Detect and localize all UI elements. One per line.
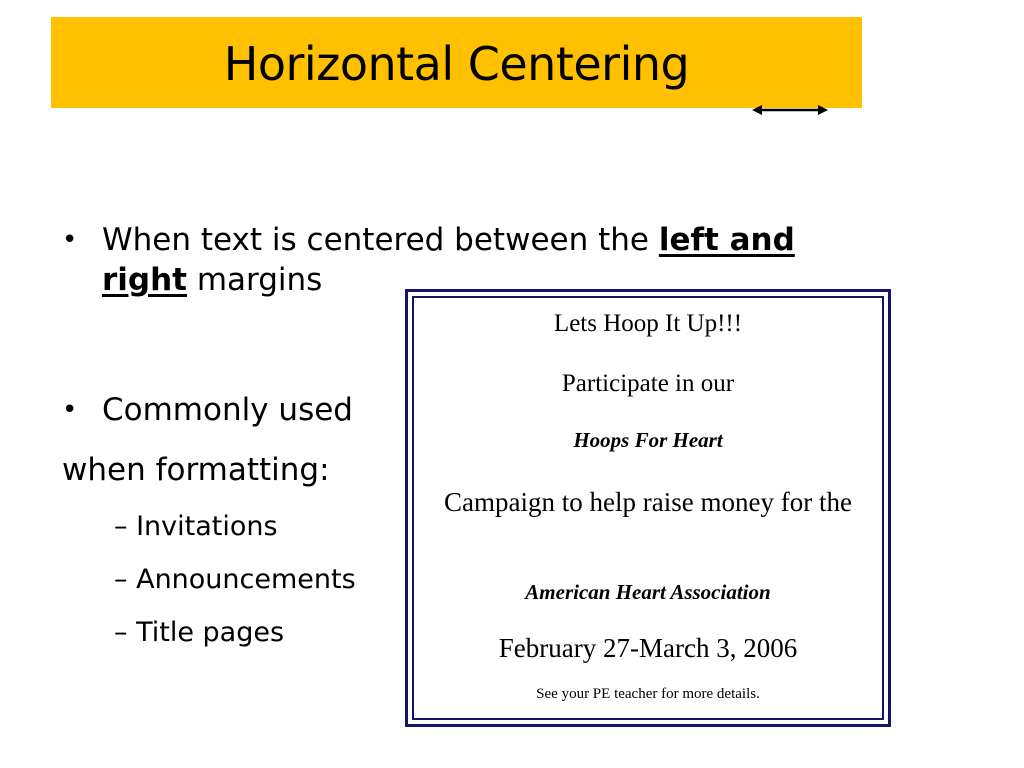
bullet-text [102,220,862,300]
flyer-line-details: See your PE teacher for more details. [536,686,760,702]
flyer-line-campaign: Campaign to help raise money for the [444,487,852,517]
sub-item-announcements [114,563,356,597]
flyer-inner-border [412,296,884,720]
flyer-example [405,289,891,727]
flyer-line-event-name: Hoops For Heart [573,428,723,452]
bullet-text-part1: When text is centered between the [102,222,659,258]
flyer-line-dates: February 27-March 3, 2006 [498,633,798,663]
bullet-marker: • [62,395,78,425]
dash-marker: – [114,564,128,595]
sub-item-label: Title pages [136,617,285,648]
flyer-line-headline: Lets Hoop It Up!!! [553,310,743,337]
bullet-marker: • [62,225,78,255]
bullet-text-part2: margins [187,262,323,298]
double-arrow-icon [752,102,828,118]
bullet-continuation: when formatting: [62,452,330,488]
dash-marker: – [114,511,128,542]
dash-marker: – [114,617,128,648]
slide-title: Horizontal Centering [223,36,690,91]
sub-item-label: Invitations [136,511,278,542]
title-bar [51,17,862,108]
sub-item-invitations [114,510,278,544]
flyer-line-participate: Participate in our [561,370,735,397]
emphasis-left-right: left and right [102,222,795,298]
sub-item-title-pages [114,616,284,650]
flyer-line-organization: American Heart Association [525,580,771,604]
bullet-text: Commonly used [102,392,353,428]
sub-item-label: Announcements [136,564,356,595]
